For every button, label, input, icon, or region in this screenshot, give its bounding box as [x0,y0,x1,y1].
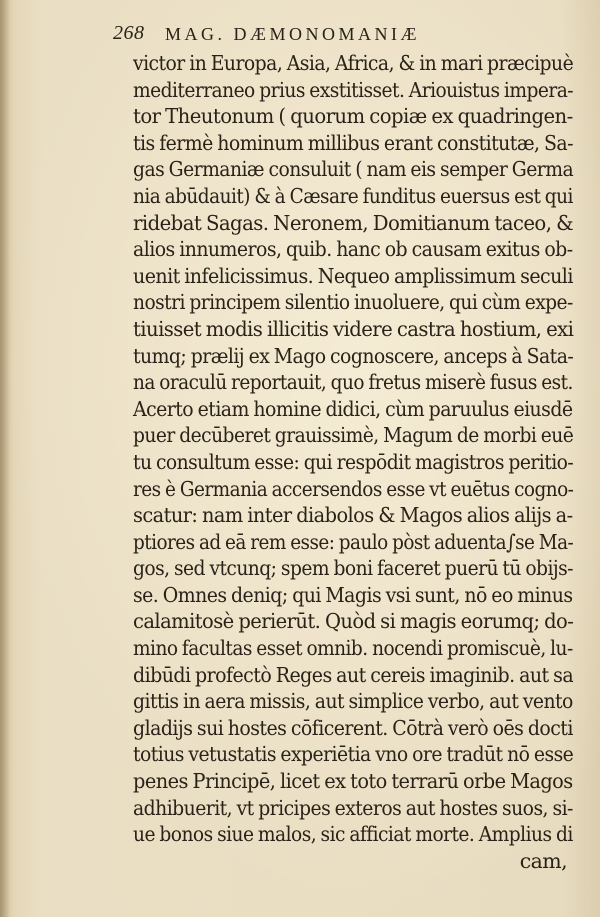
catchword: cam, [519,848,567,873]
text-line: penes Principē, licet ex toto terrarū orbe Magos [133,769,573,794]
text-line: ptiores ad eā rem esse: paulo pòst aduenta∫se Ma- [133,529,574,554]
text-line: tis fermè hominum millibus erant constitutæ, Sa- [133,130,573,155]
text-line: calamitosè perierūt. Quòd si magis eorumq; do- [133,609,574,634]
text-line: res è Germania accersendos esse vt euētus cogno- [133,476,574,501]
text-line: victor in Europa, Asia, Africa, & in mari præcipuè [133,51,574,75]
text-line: tor Theutonum ( quorum copiæ ex quadringen- [133,104,573,129]
page-number: 268 [113,22,145,44]
text-line: gos, sed vtcunq; spem boni faceret puerū tū obijs- [133,556,573,581]
text-line: gittis in aera missis, aut simplice verbo, aut vento [133,689,573,714]
text-line: totius vetustatis experiētia vno ore tradūt nō esse [133,742,574,767]
text-line: Acerto etiam homine didici, cùm paruulus eiusdē [133,396,573,421]
text-line: mino facultas esset omnib. nocendi promiscuè, lu- [133,636,573,661]
text-line: alios innumeros, quib. hanc ob causam exitus ob- [133,237,573,262]
text-line: gladijs sui hostes cōficerent. Cōtrà verò oēs docti [133,715,573,740]
text-line: scatur: nam inter diabolos & Magos alios alijs a- [133,503,573,528]
text-line: tu consultum esse: qui respōdit magistros peritio- [133,449,574,474]
text-line: tumq; prælij ex Mago cognoscere, anceps à Sata- [133,343,574,368]
page-header [113,20,553,50]
text-line: nostri principem silentio inuoluere, qui cùm expe- [133,290,573,315]
running-head: MAG. DÆMONOMANIÆ [165,24,421,44]
text-line: mediterraneo prius exstitisset. Ariouistus impera- [133,77,574,102]
text-line: puer decūberet grauissimè, Magum de morbi euē [133,423,574,448]
text-line: ridebat Sagas. Neronem, Domitianum taceo, & [133,210,574,235]
text-line: uenit infelicissimus. Nequeo amplissimum seculi [133,263,573,288]
text-block [133,50,573,874]
text-line: adhibuerit, vt pricipes exteros aut hostes suos, si- [133,795,573,820]
text-line: gas Germaniæ consuluit ( nam eis semper Germa [133,157,574,182]
text-line: se. Omnes deniq; qui Magis vsi sunt, nō eo minus [133,582,573,607]
text-line: na oraculū reportauit, quo fretus miserè fusus est. [133,370,573,395]
text-line: ue bonos siue malos, sic afficiat morte. Amplius di [133,822,573,847]
text-line: nia abūdauit) & à Cæsare funditus euersus est qui [133,183,573,208]
text-line: tiuisset modis illicitis videre castra hostium, exi [133,316,574,341]
text-line: dibūdi profectò Reges aut cereis imaginib. aut sa [133,662,574,687]
